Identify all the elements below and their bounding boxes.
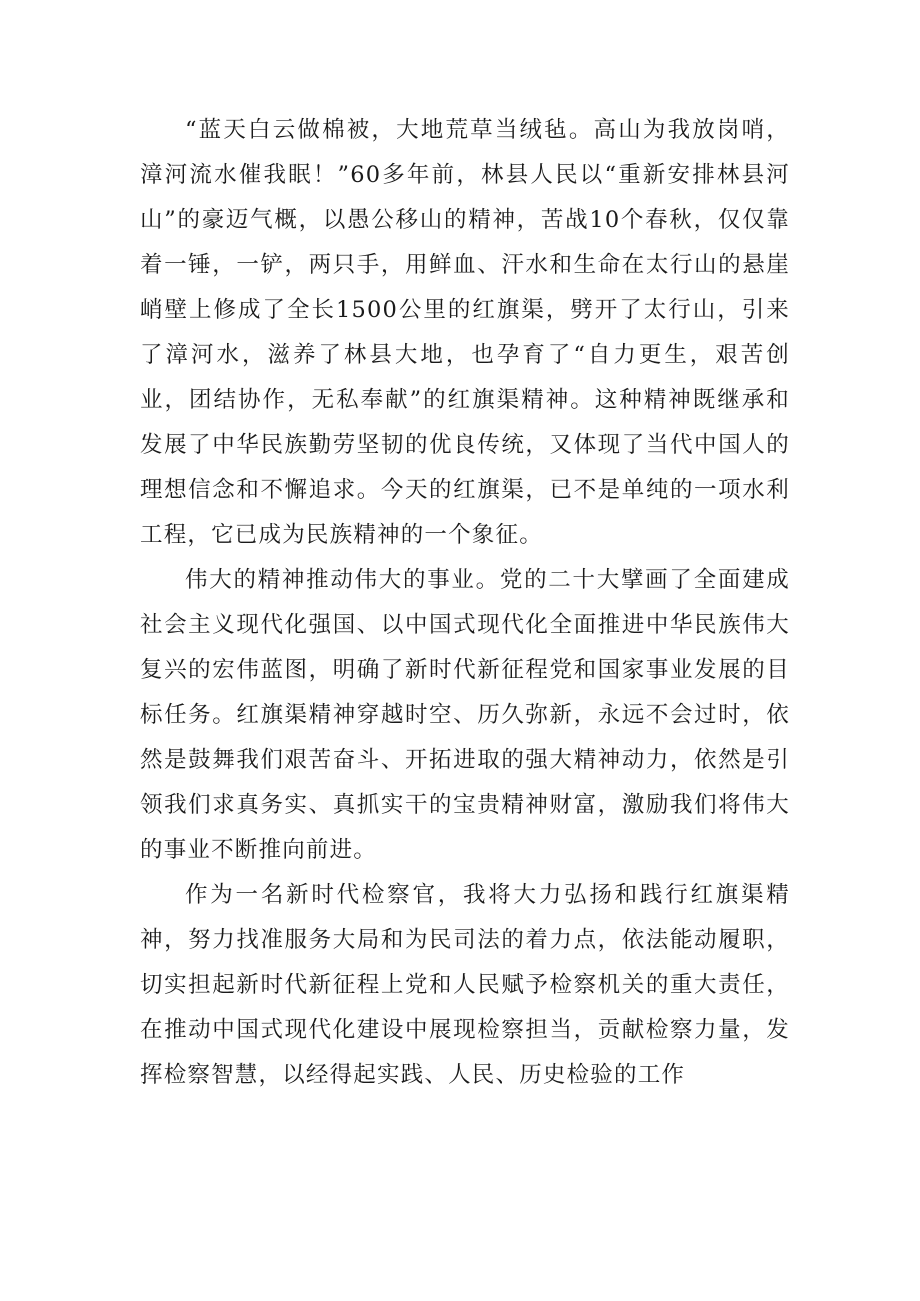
- document-body: [140, 108, 790, 1098]
- paragraph-2: 伟大的精神推动伟大的事业。党的二十大擘画了全面建成社会主义现代化强国、以中国式现代化全面推进中华民族伟大复兴的宏伟蓝图，明确了新时代新征程党和国家事业发展的目标任务。红旗渠精神穿越时空、历久弥新，永远不会过时，依然是鼓舞我们艰苦奋斗、开拓进取的强大精神动力，依然是引领我们求真务实、真抓实干的宝贵精神财富，激励我们将伟大的事业不断推向前进。: [140, 567, 790, 863]
- paragraph-3: 作为一名新时代检察官，我将大力弘扬和践行红旗渠精神，努力找准服务大局和为民司法的着力点，依法能动履职，切实担起新时代新征程上党和人民赋予检察机关的重大责任，在推动中国式现代化建设中展现检察担当，贡献检察力量，发挥检察智慧，以经得起实践、人民、历史检验的工作: [140, 882, 790, 1088]
- paragraph-1: “蓝天白云做棉被，大地荒草当绒毡。高山为我放岗哨，漳河流水催我眠！”60多年前，林县人民以“重新安排林县河山”的豪迈气概，以愚公移山的精神，苦战10个春秋，仅仅靠着一锤，一铲，两只手，用鲜血、汗水和生命在太行山的悬崖峭壁上修成了全长1500公里的红旗渠，劈开了太行山，引来了漳河水，滋养了林县大地，也孕育了“自力更生，艰苦创业，团结协作，无私奉献”的红旗渠精神。这种精神既继承和发展了中华民族勤劳坚韧的优良传统，又体现了当代中国人的理想信念和不懈追求。今天的红旗渠，已不是单纯的一项水利工程，它已成为民族精神的一个象征。: [140, 117, 790, 548]
